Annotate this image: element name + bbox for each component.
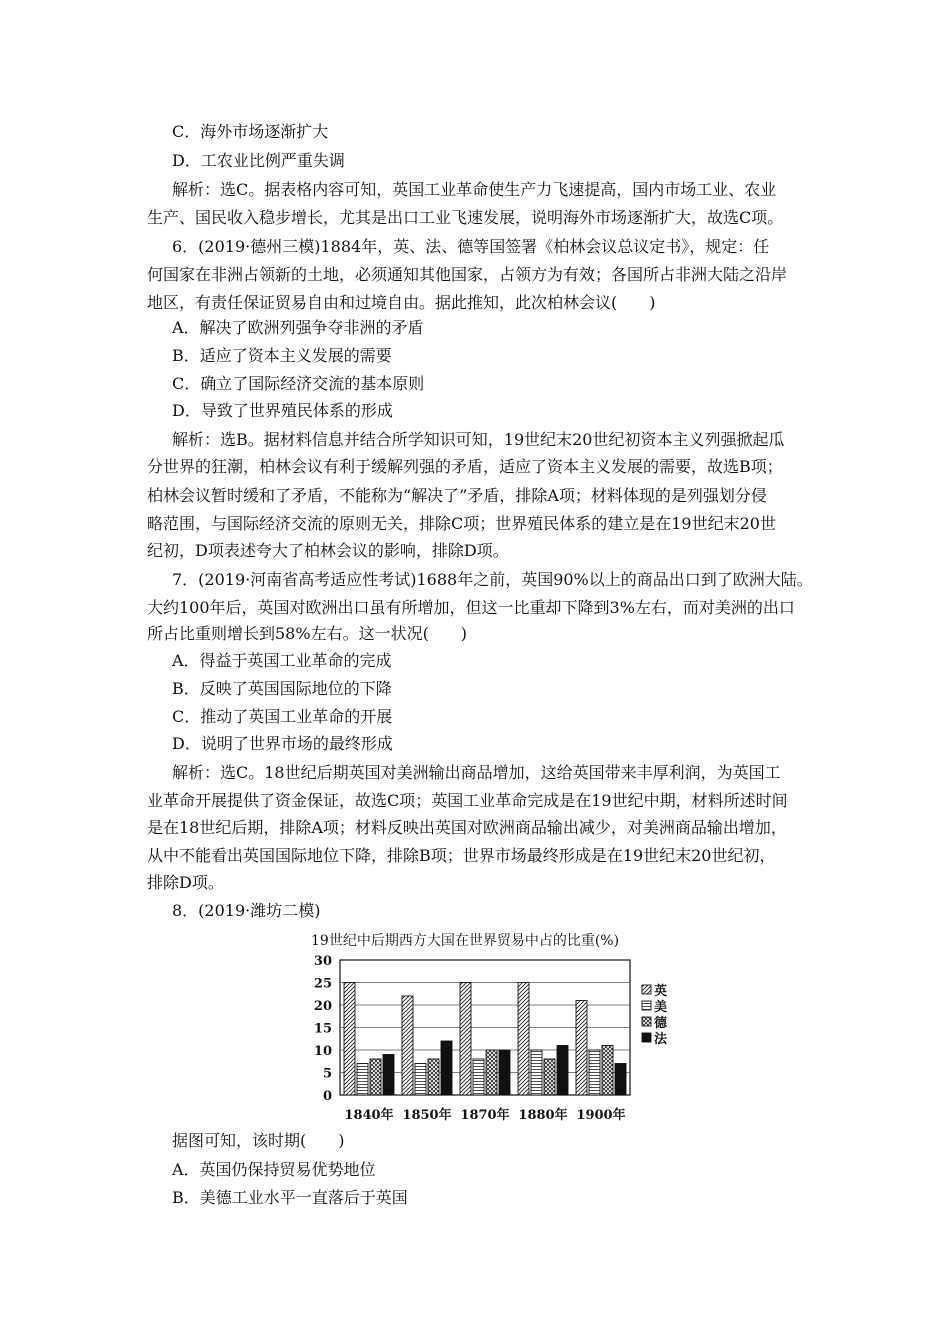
bar-chart: [0, 945, 950, 1145]
y-tick-label: 30: [313, 954, 332, 969]
bar: [428, 1059, 439, 1095]
text-line: 生产、国民收入稳步增长，尤其是出口工业飞速发展，说明海外市场逐渐扩大，故选C项。: [147, 208, 784, 227]
y-tick-label: 5: [322, 1066, 332, 1082]
legend-swatch: [642, 1017, 651, 1026]
text-line: A．解决了欧洲列强争夺非洲的矛盾: [172, 318, 424, 337]
bar: [370, 1059, 381, 1095]
text-line: A．得益于英国工业革命的完成: [172, 651, 392, 670]
text-line: 略范围，与国际经济交流的原则无关，排除C项；世界殖民体系的建立是在19世纪末20世: [147, 514, 776, 533]
bar: [357, 1064, 368, 1096]
bar: [486, 1050, 497, 1095]
bar: [499, 1050, 510, 1095]
legend-label: 法: [654, 1032, 668, 1047]
text-line: 排除D项。: [147, 873, 224, 892]
text-line: B．美德工业水平一直落后于英国: [172, 1188, 408, 1207]
text-line: D．说明了世界市场的最终形成: [172, 734, 393, 753]
bar: [544, 1059, 555, 1095]
y-tick-label: 20: [313, 999, 332, 1014]
text-line: 8．(2019·潍坊二模): [172, 901, 321, 920]
bar: [441, 1041, 452, 1095]
text-line: C．海外市场逐渐扩大: [172, 122, 329, 141]
text-line: 业革命开展提供了资金保证，故选C项；英国工业革命完成是在19世纪中期，材料所述时间: [147, 791, 788, 810]
bar: [473, 1059, 484, 1095]
bar: [383, 1055, 394, 1096]
bar: [344, 983, 355, 1096]
text-line: 何国家在非洲占领新的土地，必须通知其他国家，占领方为有效；各国所占非洲大陆之沿岸: [147, 265, 788, 284]
y-tick-label: 0: [322, 1089, 332, 1104]
y-tick-label: 25: [313, 976, 332, 992]
text-line: 所占比重则增长到58%左右。这一状况( ): [147, 624, 468, 643]
x-tick-label: 1900年: [576, 1108, 626, 1123]
bar: [531, 1050, 542, 1095]
legend-swatch: [642, 985, 651, 994]
text-line: 柏林会议暂时缓和了矛盾，不能称为“解决了”矛盾，排除A项；材料体现的是列强划分侵: [147, 486, 767, 505]
text-line: 6．(2019·德州三模)1884年，英、法、德等国签署《柏林会议总议定书》，规定：任: [172, 237, 770, 256]
text-line: 解析：选C。18世纪后期英国对美洲输出商品增加，这给英国带来丰厚利润，为英国工: [172, 763, 781, 782]
text-line: C．推动了英国工业革命的开展: [172, 707, 393, 726]
chart-title: 19世纪中后期西方大国在世界贸易中占的比重(%): [311, 933, 620, 949]
text-line: 解析：选B。据材料信息并结合所学知识可知，19世纪末20世纪初资本主义列强掀起瓜: [172, 430, 785, 449]
text-line: 分世界的狂潮，柏林会议有利于缓解列强的矛盾，适应了资本主义发展的需要，故选B项；: [147, 457, 783, 476]
bar: [415, 1064, 426, 1096]
text-line: B．适应了资本主义发展的需要: [172, 346, 392, 365]
text-line: D．导致了世界殖民体系的形成: [172, 401, 393, 420]
bar: [602, 1046, 613, 1096]
text-line: 大约100年后，英国对欧洲出口虽有所增加，但这一比重却下降到3%左右，而对美洲的出口: [147, 598, 795, 617]
text-line: 地区，有责任保证贸易自由和过境自由。据此推知，此次柏林会议( ): [147, 293, 656, 312]
bar: [460, 983, 471, 1096]
bar: [402, 996, 413, 1095]
x-tick-label: 1880年: [518, 1108, 568, 1123]
y-tick-label: 15: [313, 1021, 332, 1037]
legend-label: 美: [654, 1000, 668, 1015]
text-line: 7．(2019·河南省高考适应性考试)1688年之前，英国90%以上的商品出口到了欧洲大陆。: [172, 570, 813, 589]
legend-swatch: [642, 1033, 651, 1042]
text-line: 纪初，D项表述夸大了柏林会议的影响，排除D项。: [147, 541, 509, 560]
text-line: 从中不能看出英国国际地位下降，排除B项；世界市场最终形成是在19世纪末20世纪初，: [147, 846, 776, 865]
bar: [518, 983, 529, 1096]
bar: [615, 1064, 626, 1096]
text-line: B．反映了英国国际地位的下降: [172, 679, 392, 698]
text-line: D．工农业比例严重失调: [172, 151, 345, 170]
text-line: C．确立了国际经济交流的基本原则: [172, 374, 425, 393]
bar: [557, 1046, 568, 1096]
y-tick-label: 10: [313, 1044, 332, 1059]
text-line: 是在18世纪后期，排除A项；材料反映出英国对欧洲商品输出减少，对美洲商品输出增加，: [147, 818, 787, 837]
text-line: 解析：选C。据表格内容可知，英国工业革命使生产力飞速提高，国内市场工业、农业: [172, 180, 777, 199]
bar: [589, 1050, 600, 1095]
bar: [576, 1001, 587, 1096]
legend-label: 德: [654, 1016, 668, 1031]
x-tick-label: 1870年: [460, 1108, 510, 1123]
text-line: 据图可知，该时期( ): [172, 1131, 345, 1150]
legend-label: 英: [654, 984, 668, 999]
legend-swatch: [642, 1001, 651, 1010]
x-tick-label: 1850年: [402, 1108, 452, 1123]
x-tick-label: 1840年: [344, 1108, 394, 1123]
text-line: A．英国仍保持贸易优势地位: [172, 1160, 376, 1179]
